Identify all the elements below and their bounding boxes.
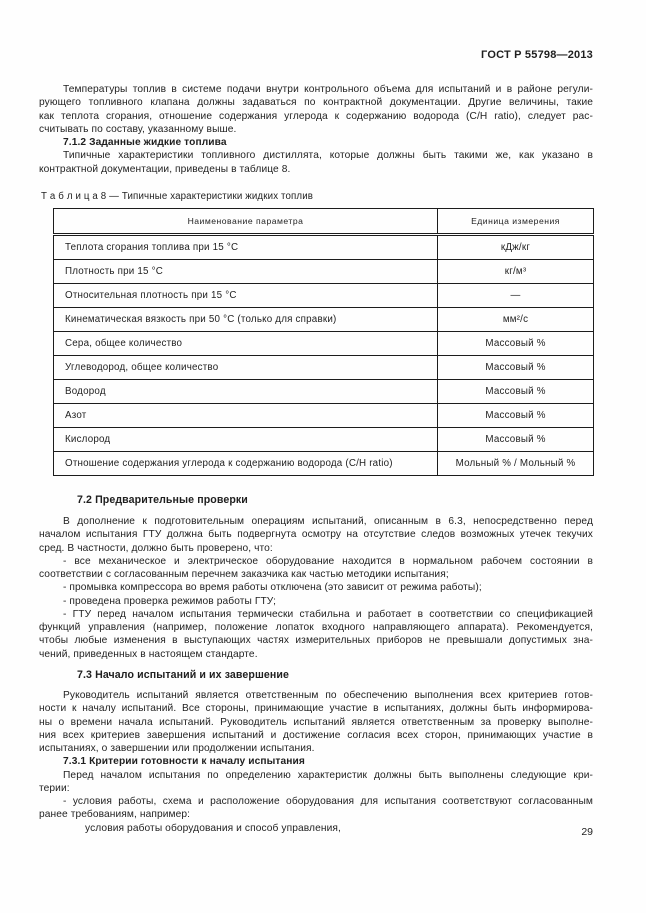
paragraph-typical-characteristics	[39, 149, 593, 176]
text-line: ности к началу испытаний. Все стороны, принимающие участие в испытаниях, должны быть информирова-	[39, 703, 593, 715]
heading-7-3-1: 7.3.1 Критерии готовности к началу испытания	[63, 756, 305, 768]
text-line: - все механическое и электрическое оборудование находится в нормальном рабочем состоянии в	[63, 555, 593, 567]
unit-cell: Мольный % / Мольный %	[438, 451, 594, 475]
text-line: Руководитель испытаний является ответственным по обеспечению выполнения всех критериев готов-	[63, 690, 593, 701]
unit-cell: —	[438, 283, 594, 307]
page-number: 29	[581, 826, 593, 838]
text-line: В дополнение к подготовительным операциям испытаний, описанным в 6.3, непосредственно перед	[63, 516, 593, 527]
text-line: сред. В частности, должно быть проверено, что:	[39, 542, 273, 554]
list-item-equipment-condition	[39, 555, 593, 582]
heading-7-3: 7.3 Начало испытаний и их завершение	[77, 668, 289, 681]
table-header-row	[54, 208, 594, 234]
text-line: началом испытания ГТУ должна быть подвергнута осмотру на отсутствие следов возможных утечек текучих	[39, 529, 593, 541]
parameter-cell: Водород	[54, 379, 438, 403]
parameter-cell: Азот	[54, 403, 438, 427]
unit-cell: Массовый %	[438, 427, 594, 451]
parameter-cell: Отношение содержания углерода к содержанию водорода (C/H ratio)	[54, 451, 438, 475]
column-header-measurement-unit: Единица измерения	[438, 208, 594, 234]
column-header-parameter-name: Наименование параметра	[54, 208, 438, 234]
text-line: рующего топливного клапана должны задаваться по контрактной документации. Другие величины, такие	[39, 97, 593, 109]
document-code-header: ГОСТ Р 55798—2013	[481, 49, 593, 61]
text-line: Перед началом испытания по определению характеристик должны быть выполнены следующие кри-	[63, 769, 593, 781]
paragraph-preliminary-checks	[39, 515, 593, 555]
paragraph-readiness-criteria	[39, 769, 593, 796]
table-row	[54, 307, 594, 331]
parameter-cell: Плотность при 15 °C	[54, 259, 438, 283]
text-line: испытаниях, о завершении или продолжении испытания.	[39, 743, 315, 754]
unit-cell: кг/м³	[438, 259, 594, 283]
paragraph-fuel-temperatures	[39, 83, 593, 136]
text-line: функций управления (например, положение лопаток входного направляющего аппарата). Рекомендуется,	[39, 622, 593, 633]
unit-cell: мм²/с	[438, 307, 594, 331]
text-line: считывать по составу, указанному выше.	[39, 123, 237, 135]
list-item-operating-conditions	[39, 795, 593, 822]
table-row	[54, 379, 594, 403]
table-row	[54, 427, 594, 451]
table-8-caption: Т а б л и ц а 8 — Типичные характеристики жидких топлив	[41, 190, 314, 202]
text-line: контрактной документации, приведены в таблице 8.	[39, 163, 291, 175]
table-row	[54, 355, 594, 379]
text-line: Температуры топлив в системе подачи внутри контрольного объема для испытаний и в районе регули-	[63, 84, 593, 95]
text-line: Типичные характеристики топливного дистиллята, которые должны быть такими же, как указано в	[63, 150, 593, 162]
table-row	[54, 234, 594, 259]
text-line: ны о времени начала испытаний. Руководитель испытаний является ответственным за проверку выполне-	[39, 716, 593, 728]
text-line: - условия работы, схема и расположение оборудования для испытания соответствуют согласованным	[63, 796, 593, 807]
table-row	[54, 283, 594, 307]
table-row	[54, 403, 594, 427]
text-line: терии:	[39, 782, 70, 794]
list-item-compressor-washing	[39, 581, 593, 594]
unit-cell: Массовый %	[438, 379, 594, 403]
table-row	[54, 259, 594, 283]
parameter-cell: Кинематическая вязкость при 50 °C (только для справки)	[54, 307, 438, 331]
list-item-thermal-stability	[39, 608, 593, 661]
table-row	[54, 331, 594, 355]
unit-cell: Массовый %	[438, 355, 594, 379]
text-line: - проведена проверка режимов работы ГТУ;	[63, 595, 277, 607]
table-body	[54, 234, 594, 475]
text-line: - промывка компрессора во время работы отключена (это зависит от режима работы);	[63, 582, 482, 594]
unit-cell: Массовый %	[438, 331, 594, 355]
sub-item-equipment-operating-conditions: условия работы оборудования и способ управления,	[85, 822, 341, 834]
parameter-cell: Теплота сгорания топлива при 15 °C	[54, 234, 438, 259]
page-content	[39, 83, 593, 835]
text-line: - ГТУ перед началом испытания термически стабильна и работает в соответствии со спецификацией	[63, 608, 593, 620]
text-line: как теплота сгорания, отношение содержания углерода к содержанию водорода (C/H ratio), следует рас-	[39, 110, 593, 122]
paragraph-test-director	[39, 689, 593, 755]
parameter-cell: Относительная плотность при 15 °C	[54, 283, 438, 307]
table-row	[54, 451, 594, 475]
parameter-cell: Углеводород, общее количество	[54, 355, 438, 379]
heading-7-2: 7.2 Предварительные проверки	[77, 493, 248, 506]
unit-cell: кДж/кг	[438, 234, 594, 259]
list-item-mode-check	[39, 595, 593, 608]
heading-7-1-2: 7.1.2 Заданные жидкие топлива	[63, 137, 227, 148]
text-line: ранее требованиям, например:	[39, 809, 191, 821]
text-line: ния всех критериев завершения испытаний и достижение согласия всех сторон, принимающих участие в	[39, 729, 593, 741]
liquid-fuel-characteristics-table	[53, 208, 594, 476]
text-line: чений, приведенных в настоящем стандарте.	[39, 648, 258, 660]
text-line: соответствии с согласованным перечнем заказчика как частью методики испытания;	[39, 569, 449, 580]
unit-cell: Массовый %	[438, 403, 594, 427]
parameter-cell: Сера, общее количество	[54, 331, 438, 355]
parameter-cell: Кислород	[54, 427, 438, 451]
text-line: чтобы любые изменения в выступающих частях измерительных приборов не превышали допустимых зна-	[39, 635, 593, 647]
